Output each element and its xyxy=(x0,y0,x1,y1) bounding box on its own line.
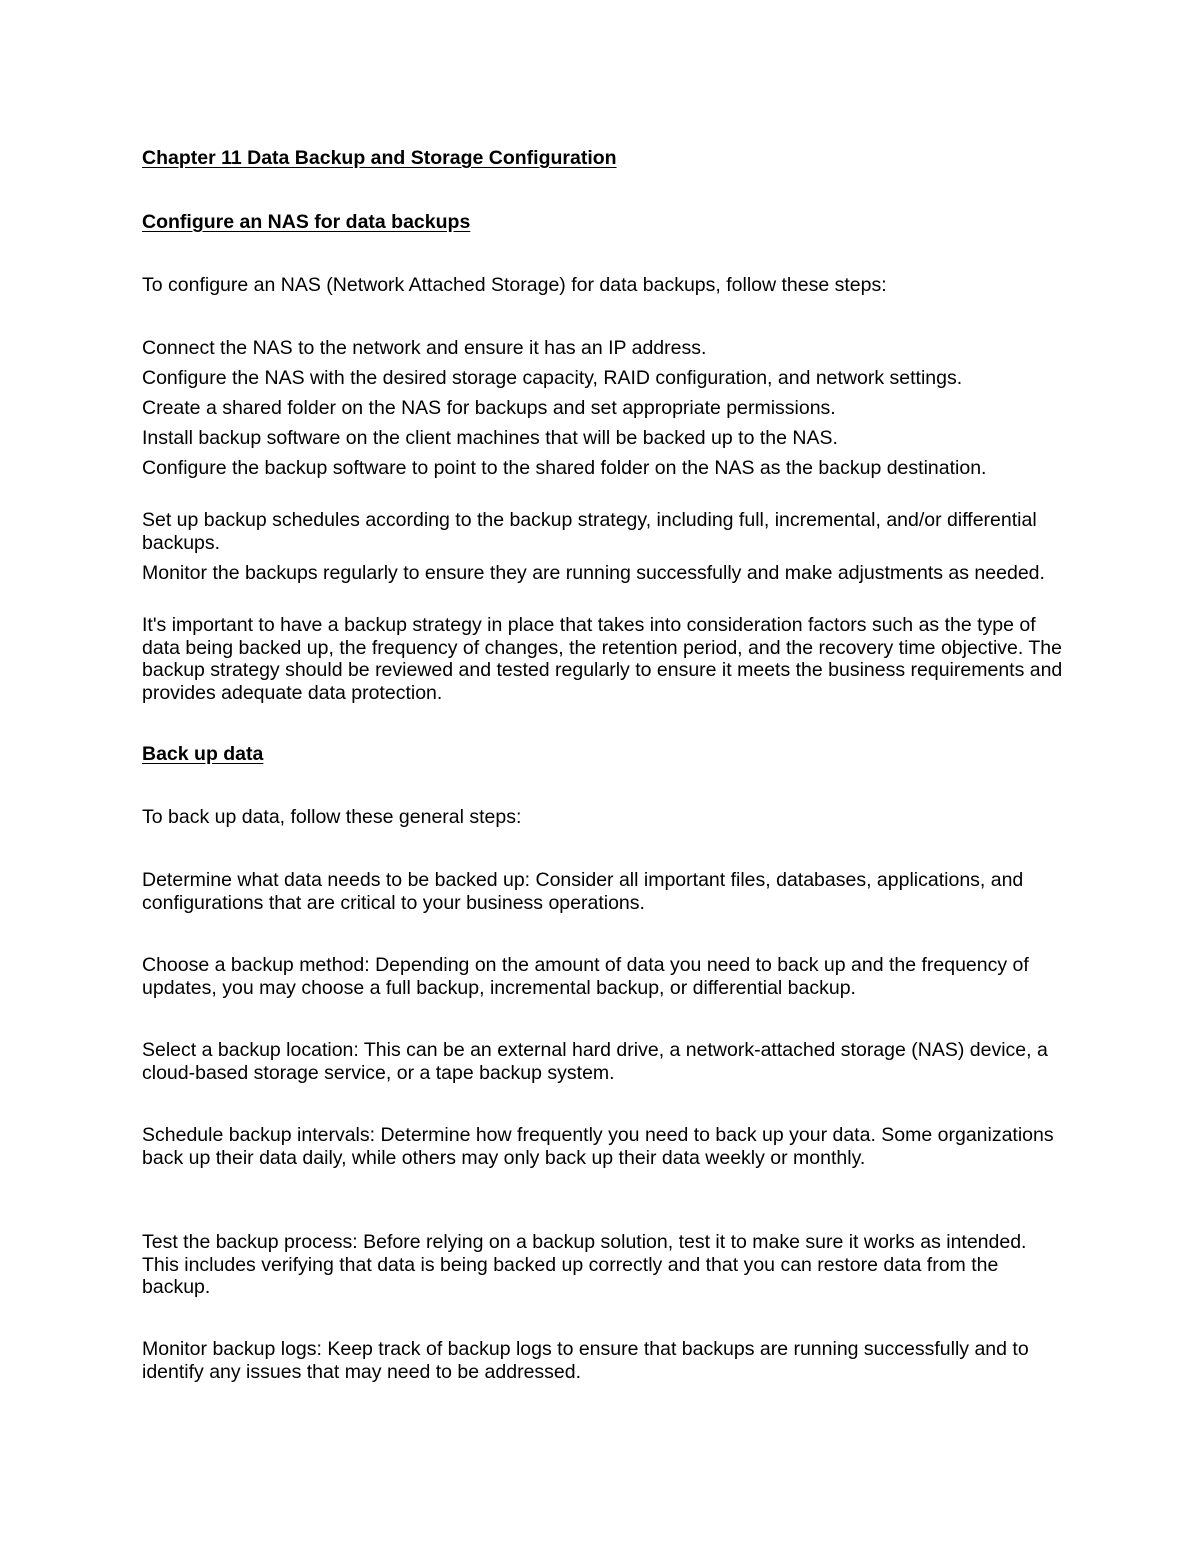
backup-step: Choose a backup method: Depending on the amount of data you need to back up and the frequency of updates, you may choose a full backup, incremental backup, or differential backup. xyxy=(142,954,1029,999)
nas-step: Set up backup schedules according to the backup strategy, including full, incremental, and/or differential backups. xyxy=(142,509,1037,554)
backup-strategy-paragraph: It's important to have a backup strategy in place that takes into consideration factors such as the type of data being backed up, the frequency of changes, the retention period, and the recovery time objective. The backup strategy should be reviewed and tested regularly to ensure it meets the business requirements and provides adequate data protection. xyxy=(142,614,1063,704)
nas-step: Configure the backup software to point to the shared folder on the NAS as the backup destination. xyxy=(142,457,987,479)
section-intro-nas: To configure an NAS (Network Attached Storage) for data backups, follow these steps: xyxy=(142,274,887,296)
nas-step: Connect the NAS to the network and ensure it has an IP address. xyxy=(142,337,707,359)
backup-step: Schedule backup intervals: Determine how frequently you need to back up your data. Some organizations back up their data daily, while others may only back up their data weekly or monthly. xyxy=(142,1124,1054,1169)
chapter-title: Chapter 11 Data Backup and Storage Configuration xyxy=(142,147,617,169)
backup-step: Test the backup process: Before relying on a backup solution, test it to make sure it works as intended. This includes verifying that data is being backed up correctly and that you can restore data from the backup. xyxy=(142,1231,1027,1298)
nas-step: Monitor the backups regularly to ensure they are running successfully and make adjustments as needed. xyxy=(142,562,1045,584)
section-intro-back-up-data: To back up data, follow these general steps: xyxy=(142,806,522,828)
backup-step: Select a backup location: This can be an external hard drive, a network-attached storage (NAS) device, a cloud-based storage service, or a tape backup system. xyxy=(142,1039,1048,1084)
nas-step: Create a shared folder on the NAS for backups and set appropriate permissions. xyxy=(142,397,836,419)
nas-step: Install backup software on the client machines that will be backed up to the NAS. xyxy=(142,427,838,449)
backup-step: Determine what data needs to be backed up: Consider all important files, databases, applications, and configurations that are critical to your business operations. xyxy=(142,869,1024,914)
section-heading-nas: Configure an NAS for data backups xyxy=(142,211,471,233)
nas-step: Configure the NAS with the desired storage capacity, RAID configuration, and network settings. xyxy=(142,367,963,389)
section-heading-back-up-data: Back up data xyxy=(142,743,264,765)
backup-step: Monitor backup logs: Keep track of backup logs to ensure that backups are running successfully and to identify any issues that may need to be addressed. xyxy=(142,1338,1029,1383)
